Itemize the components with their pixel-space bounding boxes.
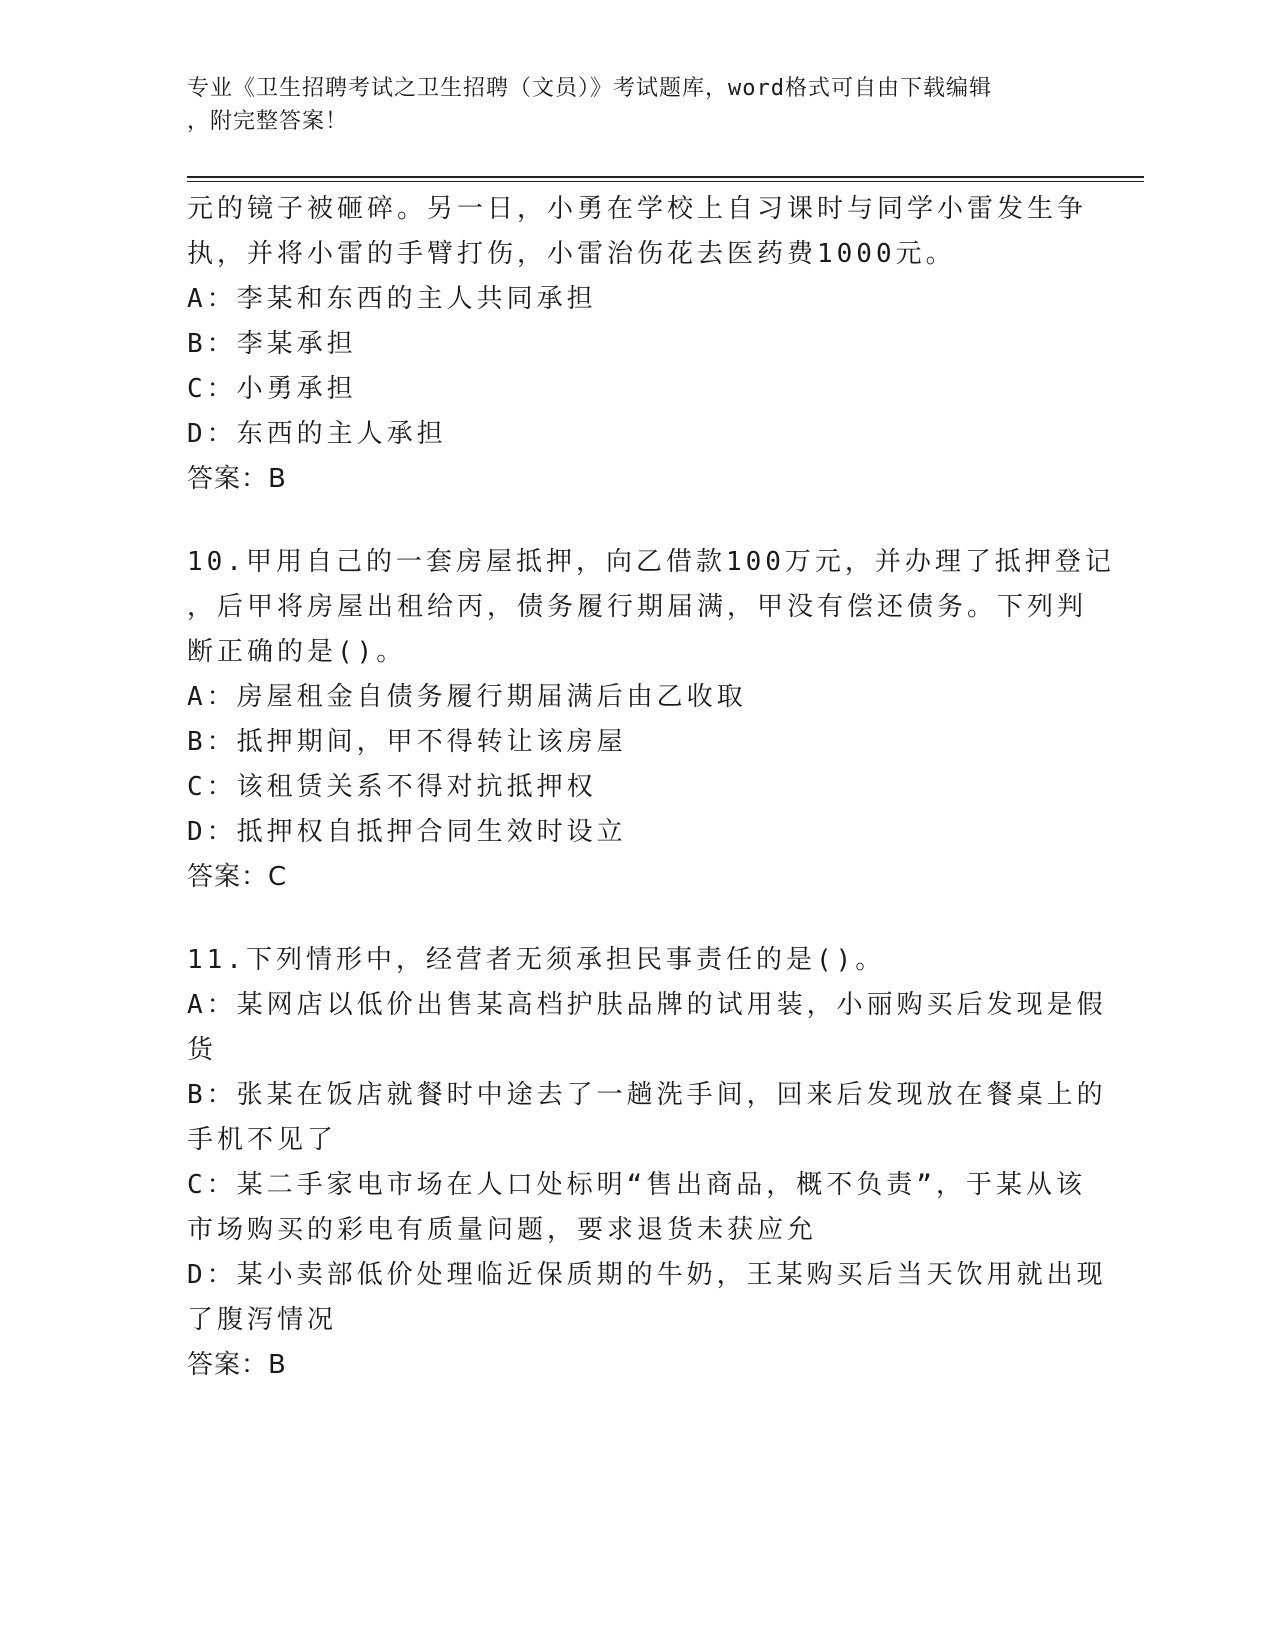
header-rule-thin bbox=[187, 181, 1144, 182]
question-11-option-d-line-1: D：某小卖部低价处理临近保质期的牛奶，王某购买后当天饮用就出现 bbox=[187, 1260, 1107, 1290]
question-10-option-b: B：抵押期间，甲不得转让该房屋 bbox=[187, 727, 627, 757]
question-10-text-line-3: 断正确的是()。 bbox=[187, 637, 407, 667]
question-11-option-c-line-1: C：某二手家电市场在人口处标明“售出商品，概不负责”，于某从该 bbox=[187, 1170, 1086, 1200]
question-10-option-a: A：房屋租金自债务履行期届满后由乙收取 bbox=[187, 682, 747, 712]
question-9-option-b: B：李某承担 bbox=[187, 329, 357, 359]
question-10 bbox=[187, 540, 1115, 855]
question-9-continuation bbox=[187, 187, 1088, 457]
question-9-option-d: D：东西的主人承担 bbox=[187, 419, 447, 449]
question-10-answer: 答案：C bbox=[187, 862, 288, 892]
question-10-option-d: D：抵押权自抵押合同生效时设立 bbox=[187, 817, 627, 847]
question-10-text-line-2: ，后甲将房屋出租给丙，债务履行期届满，甲没有偿还债务。下列判 bbox=[187, 592, 1088, 622]
document-header bbox=[187, 72, 1087, 138]
question-11-option-b-line-2: 手机不见了 bbox=[187, 1125, 338, 1155]
question-9-answer: 答案：B bbox=[187, 464, 287, 494]
question-11-option-a-line-2: 货 bbox=[187, 1035, 218, 1065]
question-11-option-d-line-2: 了腹泻情况 bbox=[187, 1305, 338, 1335]
question-11-option-a-line-1: A：某网店以低价出售某高档护肤品牌的试用装，小丽购买后发现是假 bbox=[187, 990, 1107, 1020]
question-11-option-b-line-1: B：张某在饭店就餐时中途去了一趟洗手间，回来后发现放在餐桌上的 bbox=[187, 1080, 1107, 1110]
question-11-option-c-line-2: 市场购买的彩电有质量问题，要求退货未获应允 bbox=[187, 1215, 818, 1245]
header-line-2: ，附完整答案！ bbox=[187, 109, 349, 134]
question-11-answer: 答案：B bbox=[187, 1350, 287, 1380]
question-11 bbox=[187, 938, 1107, 1343]
question-9-text-line-2: 执，并将小雷的手臂打伤，小雷治伤花去医药费1000元。 bbox=[187, 239, 956, 269]
question-10-option-c: C：该租赁关系不得对抗抵押权 bbox=[187, 772, 597, 802]
header-rule-thick bbox=[187, 176, 1144, 178]
question-9-option-c: C：小勇承担 bbox=[187, 374, 357, 404]
question-9-text-line-1: 元的镜子被砸碎。另一日，小勇在学校上自习课时与同学小雷发生争 bbox=[187, 194, 1088, 224]
question-11-text-line-1: 11.下列情形中，经营者无须承担民事责任的是()。 bbox=[187, 945, 886, 975]
question-10-text-line-1: 10.甲用自己的一套房屋抵押，向乙借款100万元，并办理了抵押登记 bbox=[187, 547, 1115, 577]
header-line-1: 专业《卫生招聘考试之卫生招聘（文员）》考试题库，word格式可自由下载编辑 bbox=[187, 76, 992, 101]
question-9-option-a: A：李某和东西的主人共同承担 bbox=[187, 284, 597, 314]
